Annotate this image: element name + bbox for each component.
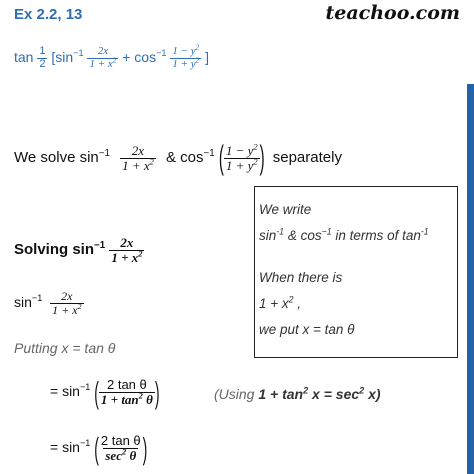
note-line-4: $1 + x^2$ , [259, 294, 302, 311]
step2-frac: $\frac{\text{2 tan θ}}{\sec^2 \theta}$ [100, 433, 141, 463]
right-accent-bar [467, 0, 474, 474]
q-frac1-num: 2x [97, 45, 109, 57]
q-close: ] [205, 48, 210, 65]
q-plus-cos: + cos [122, 48, 157, 65]
q-frac1 [87, 46, 118, 70]
paren-close: ) [259, 139, 265, 177]
q-frac2-num: $1 - y^2$ [172, 43, 200, 57]
q-inv1: −1 [73, 48, 84, 59]
q-half-num: 1 [39, 45, 46, 57]
note-box [254, 186, 458, 358]
step-2: = $\sin^{-1}$ ( $\frac{\text{2 tan θ}}{\sec^2 \theta}$ ) [50, 430, 148, 466]
solving-heading: Solving $\sin^{-1}$ $\frac{2x}{1 + x^2}$ [14, 235, 143, 265]
question-expression [14, 43, 210, 70]
teachoo-logo: teachoo.com [325, 2, 460, 24]
expr1-frac: $\frac{2x}{1 + x^2}$ [52, 289, 82, 317]
we-solve-frac2: $\frac{1 - y^2}{1 + y^2}$ [225, 141, 258, 173]
we-solve-inv: −1 [98, 148, 110, 160]
exercise-title: Ex 2.2, 13 [14, 6, 83, 23]
q-frac1-den: $1 + x^2$ [89, 55, 117, 70]
step1-frac: $\frac{\text{2 tan θ}}{1 + \tan^2 \theta}$ [100, 377, 153, 407]
using-identity-note: (Using $1 + \tan^2 x = \sec^2 x$) [214, 385, 381, 402]
we-solve-line [14, 139, 342, 177]
step-1: = $\sin^{-1}$ ( $\frac{\text{2 tan θ}}{1 + \tan^2 \theta}$ ) [50, 374, 160, 410]
note-line-3: When there is [259, 270, 343, 285]
we-solve-frac1: $\frac{2x}{1 + x^2}$ [122, 143, 154, 173]
putting-text: Putting x = tan θ [14, 340, 116, 356]
q-half-den: 2 [39, 57, 46, 70]
we-solve-amp-cos: & cos [166, 149, 204, 167]
we-solve-inv2: −1 [203, 148, 215, 160]
we-solve-text: We solve sin [14, 149, 99, 167]
q-inv2: −1 [156, 48, 167, 59]
q-half-fraction [37, 46, 47, 70]
expr-sin-inverse: $\sin^{-1}$ $\frac{2x}{1 + x^2}$ [14, 289, 82, 317]
paren-open: ( [218, 139, 224, 177]
q-tan: tan [14, 48, 34, 65]
q-frac2-den: $1 + y^2$ [172, 55, 200, 70]
note-line-5: we put x = tan θ [259, 322, 355, 337]
note-line-1: We write [259, 202, 312, 217]
solving-frac: $\frac{2x}{1 + x^2}$ [111, 235, 143, 265]
q-open-sin: [sin [51, 48, 74, 65]
we-solve-separately: separately [272, 149, 342, 167]
q-frac2 [170, 43, 201, 70]
note-line-2: $\sin^{-1}$ & $\cos^{-1}$ in terms of $\tan^{-1}$ [259, 226, 429, 243]
